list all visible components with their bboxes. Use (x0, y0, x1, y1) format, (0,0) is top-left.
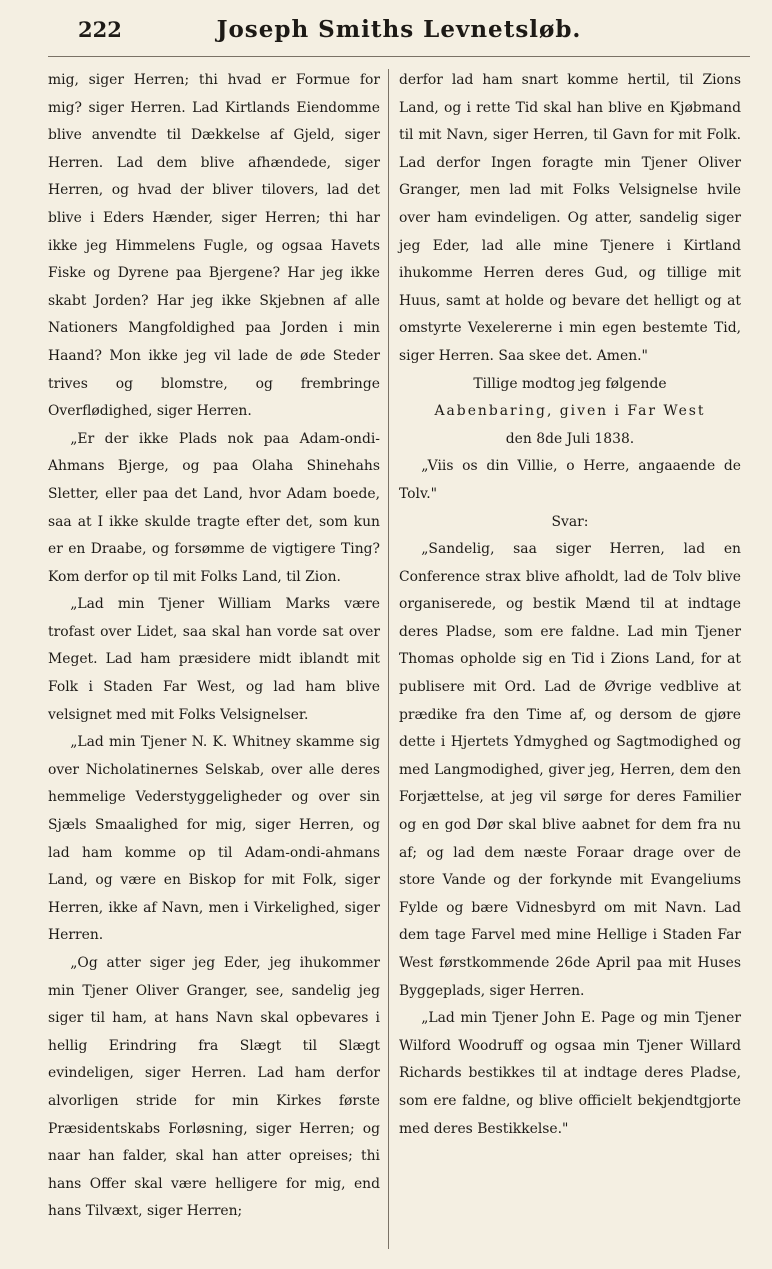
revelation-intro-line: Aabenbaring, given i Far West (434, 403, 706, 420)
page-number: 222 (78, 17, 122, 42)
page-header (48, 16, 750, 57)
answer-heading: Svar: (551, 513, 589, 530)
paragraph: „Og atter siger jeg Eder, jeg ihukommer min Tjener Oliver Granger, see, sandelig jeg siger til ham, at hans Navn skal opbevares i hellig Erindring fra Slægt til Slægt evindeligen, siger Herren. Lad ham derfor alvorligen stride for min Kirkes første Præsidentskabs Forløsning, siger Herren; og naar han falder, skal han atter opreises; thi hans Offer skal være helligere for mig, end hans Tilvæxt, siger Herren; (48, 955, 380, 1220)
paragraph: „Lad min Tjener John E. Page og min Tjener Wilford Woodruff og ogsaa min Tjener Willard Richards bestikkes til at indtage deres Pladse, som ere faldne, og blive officielt bekjendtgjorte med deres Bestikkelse." (399, 1010, 741, 1137)
paragraph: derfor lad ham snart komme hertil, til Zions Land, og i rette Tid skal han blive en Kjøbmand til mit Navn, siger Herren, til Gavn for mit Folk. Lad derfor Ingen foragte min Tjener Oliver Granger, men lad mit Folks Velsignelse hvile over ham evindeligen. Og atter, sandelig siger jeg Eder, lad alle mine Tjenere i Kirtland ihukomme Herren deres Gud, og tillige mit Huus, samt at holde og bevare det helligt og at omstyrte Vexelererne i min egen bestemte Tid, siger Herren. Saa skee det. Amen." (399, 72, 741, 364)
right-column (389, 67, 741, 1249)
paragraph: „Er der ikke Plads nok paa Adam-ondi-Ahmans Bjerge, og paa Olaha Shinehahs Sletter, eller paa det Land, hvor Adam boede, saa at I ikke skulde tragte efter det, som kun er en Draabe, og forsømme de vigtigere Ting? Kom derfor op til mit Folks Land, til Zion. (48, 430, 380, 585)
revelation-date: den 8de Juli 1838. (505, 430, 635, 447)
revelation-intro-line: Tillige modtog jeg følgende (473, 375, 667, 392)
left-column (48, 67, 388, 1249)
paragraph: „Lad min Tjener William Marks være trofast over Lidet, saa skal han vorde sat over Meget. Lad ham præsidere midt iblandt mit Folk i Staden Far West, og lad ham blive velsignet med mit Folks Velsignelser. (48, 596, 380, 723)
question-quote: „Viis os din Villie, o Herre, angaaende de Tolv." (399, 458, 741, 502)
running-title: Joseph Smiths Levnetsløb. (216, 16, 582, 43)
two-column-body (48, 67, 750, 1249)
paragraph: „Sandelig, saa siger Herren, lad en Conference strax blive afholdt, lad de Tolv blive organiserede, og bestik Mænd til at indtage deres Pladse, som ere faldne. Lad min Tjener Thomas opholde sig en Tid i Zions Land, for at publisere mit Ord. Lad de Øvrige vedblive at prædike fra den Time af, og dersom de gjøre dette i Hjertets Ydmyghed og Sagtmodighed og med Langmodighed, giver jeg, Herren, dem den Forjættelse, at jeg vil sørge for deres Familier og en god Dør skal blive aabnet for dem fra nu af; og lad dem næste Foraar drage over de store Vande og der forkynde mit Evangeliums Fylde og bære Vidnesbyrd om mit Navn. Lad dem tage Farvel med mine Hellige i Staden Far West førstkommende 26de April paa mit Huses Byggeplads, siger Herren. (399, 541, 741, 999)
paragraph: mig, siger Herren; thi hvad er Formue for mig? siger Herren. Lad Kirtlands Eiendomme blive anvendte til Dækkelse af Gjeld, siger Herren. Lad dem blive afhændede, siger Herren, og hvad der bliver tilovers, lad det blive i Eders Hænder, siger Herren; thi har ikke jeg Himmelens Fugle, og ogsaa Havets Fiske og Dyrene paa Bjergene? Har jeg ikke skabt Jorden? Har jeg ikke Skjebnen af alle Nationers Mangfoldighed paa Jorden i min Haand? Mon ikke jeg vil lade de øde Steder trives og blomstre, og frembringe Overflødighed, siger Herren. (48, 72, 380, 420)
paragraph: „Lad min Tjener N. K. Whitney skamme sig over Nicholatinernes Selskab, over alle deres hemmelige Vederstyggeligheder og over sin Sjæls Smaalighed for mig, siger Herren, og lad ham komme op til Adam-ondi-ahmans Land, og være en Biskop for mit Folk, siger Herren, ikke af Navn, men i Virkelighed, siger Herren. (48, 734, 380, 944)
